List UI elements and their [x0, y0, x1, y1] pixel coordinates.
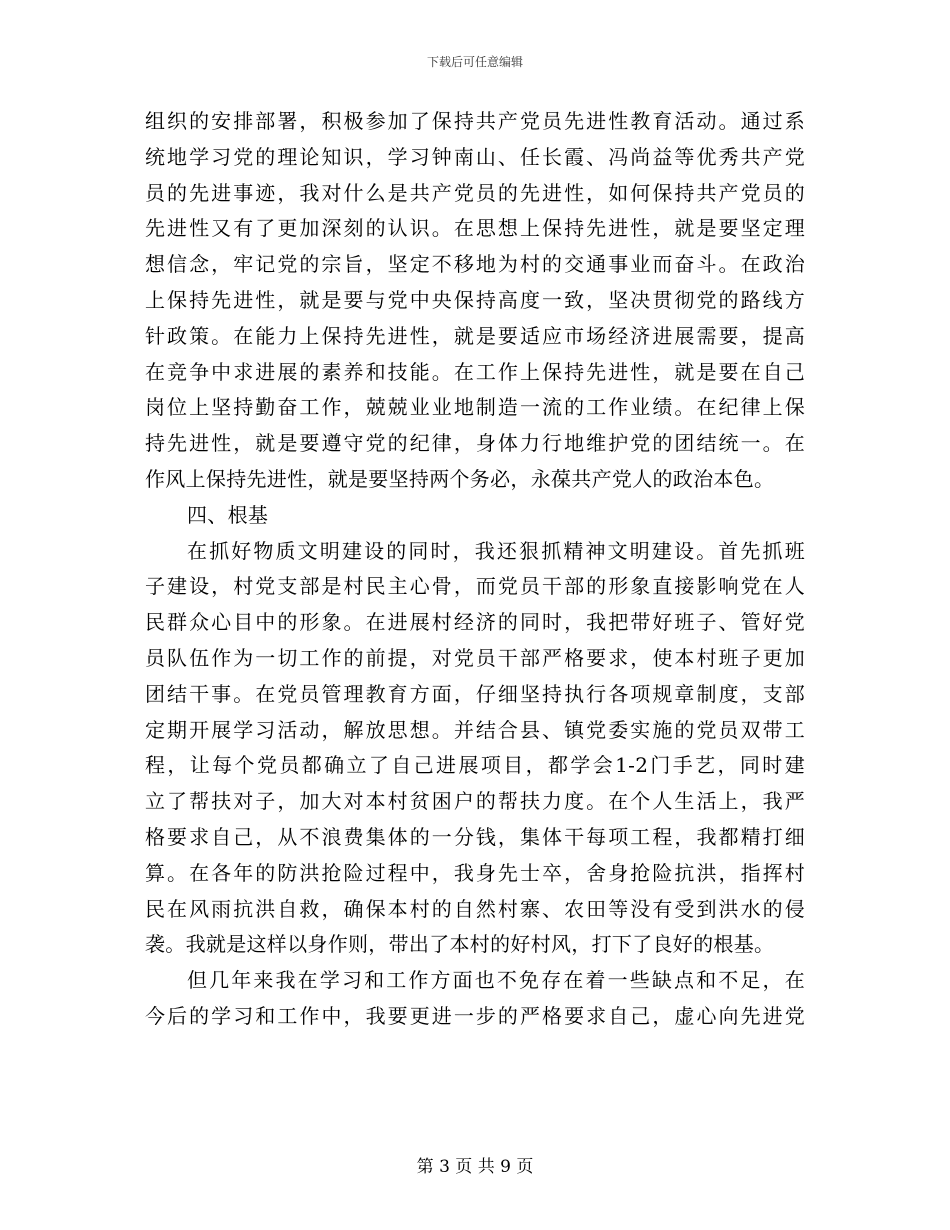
text-line: 格要求自己，从不浪费集体的一分钱，集体干每项工程，我都精打细: [145, 824, 805, 849]
text-line: 上保持先进性，就是要与党中央保持高度一致，坚决贯彻党的路线方: [145, 287, 805, 312]
section-heading: 四、根基: [187, 502, 269, 527]
text-line: 民在风雨抗洪自救，确保本村的自然村寨、农田等没有受到洪水的侵: [145, 896, 805, 921]
text-line: 在抓好物质文明建设的同时，我还狠抓精神文明建设。首先抓班: [187, 538, 805, 563]
text-line: 程，让每个党员都确立了自己进展项目，都学会1-2门手艺，同时建: [145, 753, 805, 778]
text-line: 子建设，村党支部是村民主心骨，而党员干部的形象直接影响党在人: [145, 574, 805, 599]
text-line: 但几年来我在学习和工作方面也不免存在着一些缺点和不足，在: [187, 968, 805, 993]
text-line: 员的先进事迹，我对什么是共产党员的先进性，如何保持共产党员的: [145, 180, 805, 205]
text-line: 袭。我就是这样以身作则，带出了本村的好村风，打下了良好的根基。: [145, 932, 775, 957]
text-line: 员队伍作为一切工作的前提，对党员干部严格要求，使本村班子更加: [145, 645, 805, 670]
text-line: 作风上保持先进性，就是要坚持两个务必，永葆共产党人的政治本色。: [145, 466, 775, 491]
text-line: 民群众心目中的形象。在进展村经济的同时，我把带好班子、管好党: [145, 610, 805, 635]
text-line: 持先进性，就是要遵守党的纪律，身体力行地维护党的团结统一。在: [145, 431, 805, 456]
text-line: 岗位上坚持勤奋工作，兢兢业业地制造一流的工作业绩。在纪律上保: [145, 395, 805, 420]
text-line: 针政策。在能力上保持先进性，就是要适应市场经济进展需要，提高: [145, 323, 805, 348]
text-line: 在竞争中求进展的素养和技能。在工作上保持先进性，就是要在自己: [145, 359, 805, 384]
text-line: 立了帮扶对子，加大对本村贫困户的帮扶力度。在个人生活上，我严: [145, 789, 805, 814]
text-line: 先进性又有了更加深刻的认识。在思想上保持先进性，就是要坚定理: [145, 216, 805, 241]
document-body: [145, 104, 805, 1035]
text-line: 定期开展学习活动，解放思想。并结合县、镇党委实施的党员双带工: [145, 717, 805, 742]
text-line: 统地学习党的理论知识，学习钟南山、任长霞、冯尚益等优秀共产党: [145, 144, 805, 169]
text-line: 团结干事。在党员管理教育方面，仔细坚持执行各项规章制度，支部: [145, 681, 805, 706]
text-line: 想信念，牢记党的宗旨，坚定不移地为村的交通事业而奋斗。在政治: [145, 252, 805, 277]
text-line: 今后的学习和工作中，我要更进一步的严格要求自己，虚心向先进党: [145, 1003, 805, 1028]
header-note: 下载后可任意编辑: [426, 55, 523, 69]
page-number: 第 3 页 共 9 页: [416, 1157, 534, 1177]
text-line: 算。在各年的防洪抢险过程中，我身先士卒，舍身抢险抗洪，指挥村: [145, 860, 805, 885]
text-line: 组织的安排部署，积极参加了保持共产党员先进性教育活动。通过系: [145, 109, 805, 133]
